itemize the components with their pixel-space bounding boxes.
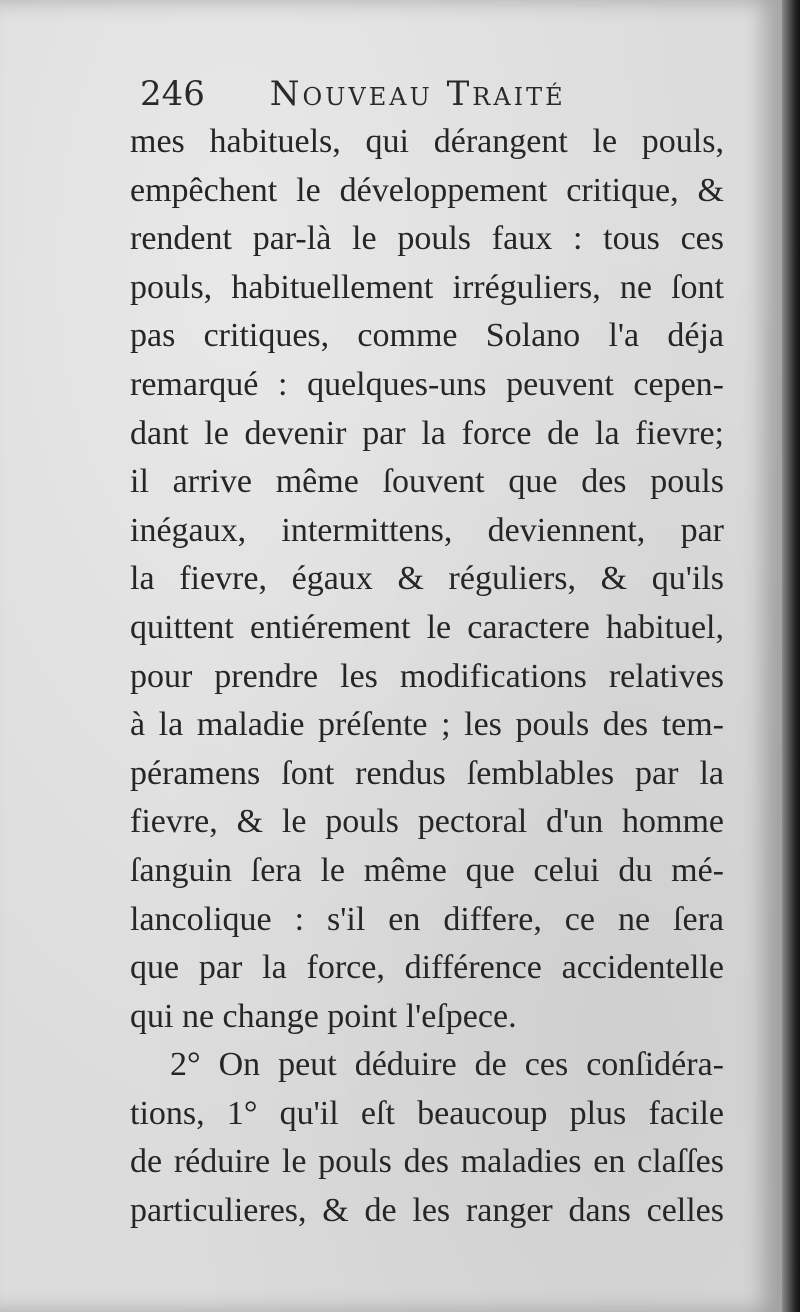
book-spine-edge <box>782 0 800 1312</box>
text-line: particulieres, & de les ranger dans celles <box>130 1192 724 1230</box>
text-line: 2° On peut déduire de ces conſidéra- <box>170 1046 724 1084</box>
text-line: mes habituels, qui dérangent le pouls, <box>130 123 724 160</box>
body-text <box>130 118 724 1236</box>
text-line: dant le devenir par la force de la fievre; <box>130 414 724 452</box>
text-line: rendent par-là le pouls faux : tous ces <box>130 220 724 258</box>
text-line: pouls, habituellement irréguliers, ne ſont <box>130 268 724 306</box>
text-line: lancolique : s'il en differe, ce ne ſera <box>130 900 724 938</box>
text-line: péramens ſont rendus ſemblables par la <box>130 754 724 792</box>
text-line: quittent entiérement le caractere habituel, <box>130 608 724 646</box>
text-line: ſanguin ſera le même que celui du mé- <box>130 851 724 889</box>
text-line: inégaux, intermittens, deviennent, par <box>130 511 724 549</box>
text-line: remarqué : quelques-uns peuvent cepen- <box>130 365 724 403</box>
text-line: à la maladie préſente ; les pouls des tem- <box>130 706 724 744</box>
text-line: que par la force, différence accidentelle <box>130 949 724 987</box>
text-line: qui ne change point l'eſpece. <box>130 997 517 1035</box>
running-title: Nouveau Traité <box>269 74 566 114</box>
text-line: tions, 1° qu'il eſt beaucoup plus facile <box>130 1094 724 1132</box>
text-line: il arrive même ſouvent que des pouls <box>130 463 724 501</box>
text-line: pas critiques, comme Solano l'a déja <box>130 317 724 355</box>
text-line: la fievre, égaux & réguliers, & qu'ils <box>130 560 724 598</box>
text-line: pour prendre les modifications relatives <box>130 657 724 695</box>
text-line: fievre, & le pouls pectoral d'un homme <box>130 803 724 841</box>
running-head <box>140 68 640 120</box>
text-line: empêchent le développement critique, & <box>130 171 724 209</box>
text-line: de réduire le pouls des maladies en claſſes <box>130 1143 724 1181</box>
page-number: 246 <box>140 74 205 114</box>
